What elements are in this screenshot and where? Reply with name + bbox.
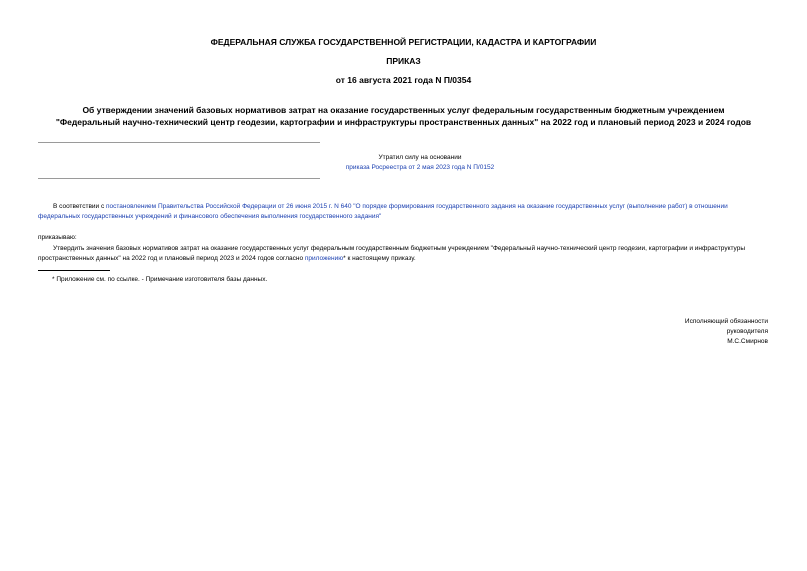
document-title-line-1: Об утверждении значений базовых нормативов затрат на оказание государственных услуг федеральным государственным бюджетным учреждением (82, 105, 725, 115)
signature-position-line-2: руководителя (726, 328, 768, 335)
document-title-line-2: "Федеральный научно-технический центр геодезии, картографии и инфраструктуры пространственных данных" на 2022 год и плановый период 2023 и 2024 годов (55, 117, 752, 127)
footnote: * Приложение см. по ссылке. - Примечание изготовителя базы данных. (52, 276, 268, 283)
status-note-link[interactable]: приказа Росреестра от 2 мая 2023 года N П/0152 (345, 164, 495, 171)
order-text: Утвердить значения базовых нормативов затрат на оказание государственных услуг федеральным государственным бюджетным учреждением "Федеральный научно-технический центр геодезии, картографии и инфраструктуры пространственных данных" на 2022 год и плановый период 2023 и 2024 годов согласно (38, 245, 746, 262)
status-note-text: Утратил силу на основании (378, 154, 462, 161)
divider-bottom (38, 178, 320, 179)
document-title (0, 104, 807, 128)
government-decree-link[interactable]: постановлением Правительства Российской Федерации от 26 июня 2015 г. N 640 "О порядке формирования государственного задания на оказание государственных услуг (выполнение работ) в отношении федеральных государственных учреждений и финансового обеспечения выполнения государственного задания" (38, 203, 728, 220)
signature-block (568, 317, 768, 347)
preamble-prefix: В соответствии с (53, 203, 107, 210)
order-word: приказываю: (38, 234, 77, 241)
signature-position-line-1: Исполняющий обязанности (684, 318, 768, 325)
order-suffix: * к настоящему приказу. (343, 255, 416, 262)
signature-name: М.С.Смирнов (727, 338, 768, 345)
order-paragraph (38, 244, 770, 264)
appendix-link[interactable]: приложению (304, 255, 344, 262)
preamble-paragraph (38, 202, 770, 222)
status-note (300, 153, 540, 173)
divider-top (38, 142, 320, 143)
footnote-divider (38, 270, 110, 271)
agency-name: ФЕДЕРАЛЬНАЯ СЛУЖБА ГОСУДАРСТВЕННОЙ РЕГИСТРАЦИИ, КАДАСТРА И КАРТОГРАФИИ (210, 37, 597, 47)
document-date: от 16 августа 2021 года N П/0354 (335, 75, 472, 85)
document-type: ПРИКАЗ (386, 56, 421, 66)
